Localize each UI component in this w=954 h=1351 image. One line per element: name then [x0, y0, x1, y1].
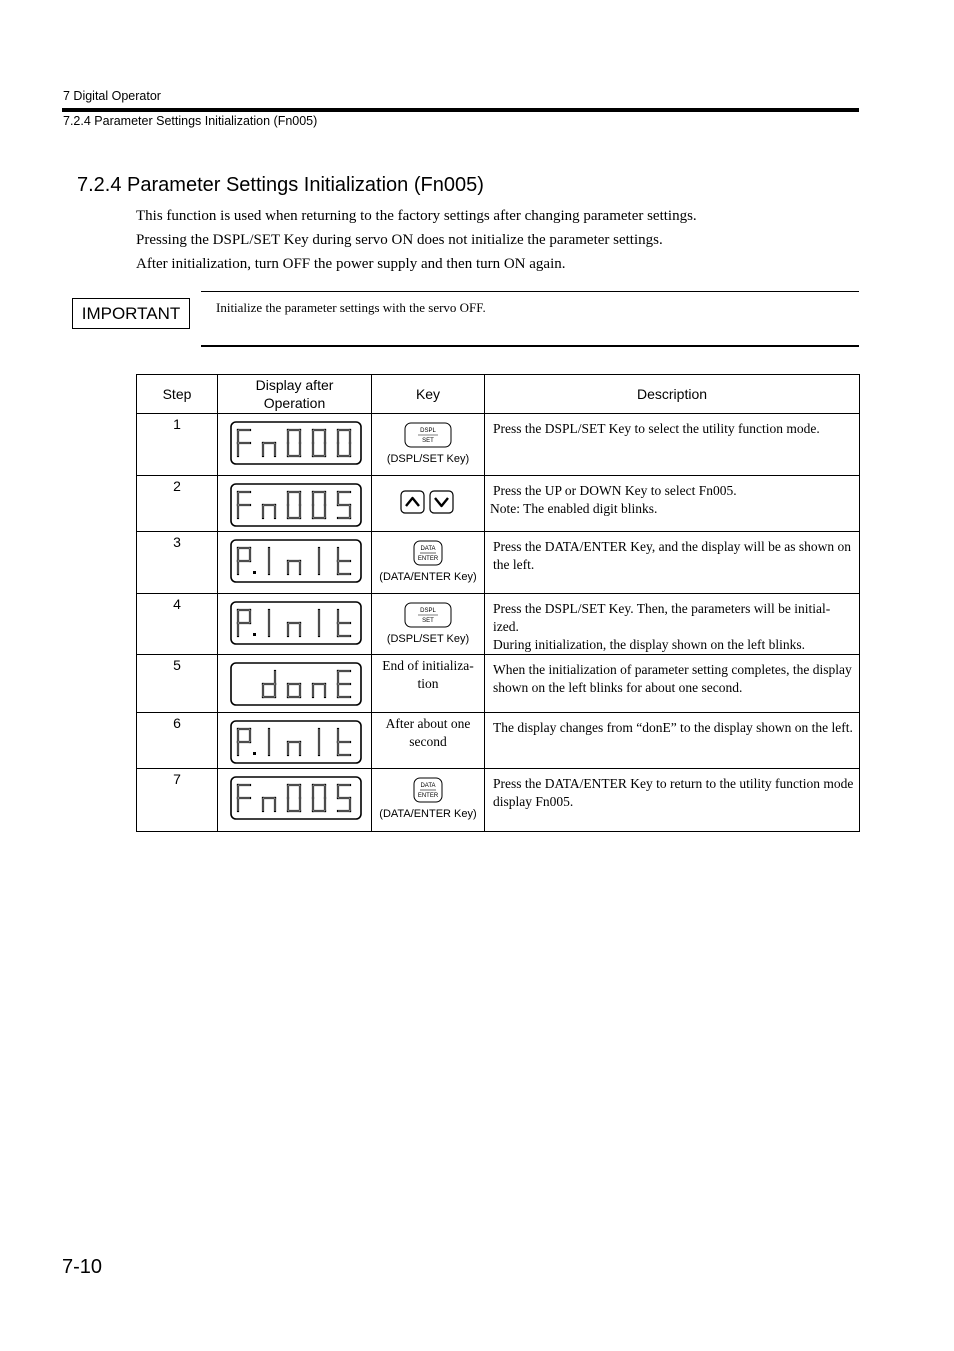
- key-cell: [372, 414, 485, 476]
- key-name: (DATA/ENTER Key): [379, 571, 477, 583]
- important-top-rule: [201, 291, 859, 292]
- step-description: [485, 769, 860, 832]
- key-name: (DSPL/SET Key): [386, 453, 470, 465]
- seven-segment-display: [230, 601, 362, 645]
- key-condition-text: After about one second: [385, 716, 471, 749]
- step-number: 1: [137, 414, 218, 476]
- operator-display: [218, 532, 372, 594]
- step-number: 6: [137, 713, 218, 769]
- step-number: 3: [137, 532, 218, 594]
- description-line: Press the DATA/ENTER Key, and the display will be as shown on the left.: [493, 539, 851, 572]
- dspl-set-key-icon: [404, 422, 452, 448]
- table-row: [137, 594, 860, 655]
- key-cell: [372, 594, 485, 655]
- keycap-label-bottom: ENTER: [417, 793, 439, 799]
- operator-display: [218, 769, 372, 832]
- description-line: Note: The enabled digit blinks.: [490, 501, 658, 516]
- key-cell: [372, 769, 485, 832]
- up-down-key-icon: [400, 490, 456, 514]
- step-description: [485, 655, 860, 713]
- key-cell: [372, 655, 485, 713]
- table-row: [137, 655, 860, 713]
- table-row: [137, 476, 860, 532]
- step-number: 5: [137, 655, 218, 713]
- step-description: [485, 476, 860, 532]
- step-description: [485, 532, 860, 594]
- header-description: Description: [485, 375, 860, 414]
- seven-segment-display: [230, 421, 362, 465]
- page-number: 7-10: [62, 1256, 103, 1278]
- keycap-label-bottom: SET: [422, 618, 434, 624]
- table-row: [137, 713, 860, 769]
- keycap-label-top: DATA: [420, 783, 436, 789]
- key-cell: [372, 532, 485, 594]
- table-header-row: [137, 375, 860, 414]
- keycap-label-top: DSPL: [420, 608, 436, 614]
- step-description: [485, 594, 860, 655]
- header-rule: [62, 108, 859, 112]
- description-line: Press the UP or DOWN Key to select Fn005.: [493, 483, 737, 498]
- section-title: 7.2.4 Parameter Settings Initialization (Fn005): [77, 174, 484, 196]
- operator-display: [218, 655, 372, 713]
- data-enter-key-icon: [413, 777, 443, 803]
- key-cell: [372, 476, 485, 532]
- intro-paragraph-3: After initialization, turn OFF the power supply and then turn ON again.: [136, 256, 566, 272]
- seven-segment-display: [230, 720, 362, 764]
- description-line: Press the DSPL/SET Key to select the utility function mode.: [493, 421, 820, 436]
- table-row: [137, 414, 860, 476]
- key-name: (DSPL/SET Key): [386, 633, 470, 645]
- keycap-label-top: DATA: [420, 546, 436, 552]
- description-line: When the initialization of parameter setting completes, the display shown on the left blinks for about one second.: [493, 662, 852, 695]
- keycap-label-bottom: ENTER: [417, 556, 439, 562]
- running-header-chapter: 7 Digital Operator: [63, 89, 161, 103]
- description-line: Press the DSPL/SET Key. Then, the parameters will be initial-ized.: [493, 601, 831, 634]
- operator-display: [218, 594, 372, 655]
- intro-paragraph-1: This function is used when returning to the factory settings after changing parameter settings.: [136, 208, 697, 224]
- step-number: 2: [137, 476, 218, 532]
- seven-segment-display: [230, 776, 362, 820]
- important-label: IMPORTANT: [72, 298, 190, 329]
- key-name: (DATA/ENTER Key): [379, 808, 477, 820]
- step-number: 7: [137, 769, 218, 832]
- header-display: Display after Operation: [218, 375, 372, 414]
- important-text: Initialize the parameter settings with the servo OFF.: [216, 300, 486, 315]
- running-header-section: 7.2.4 Parameter Settings Initialization (Fn005): [63, 114, 318, 128]
- key-condition-text: End of initializa-tion: [382, 658, 474, 691]
- table-row: [137, 769, 860, 832]
- description-line: The display changes from “donE” to the display shown on the left.: [493, 720, 853, 735]
- operator-display: [218, 414, 372, 476]
- header-step: Step: [137, 375, 218, 414]
- seven-segment-display: [230, 483, 362, 527]
- description-line: Press the DATA/ENTER Key to return to the utility function mode display Fn005.: [493, 776, 854, 809]
- step-description: [485, 414, 860, 476]
- data-enter-key-icon: [413, 540, 443, 566]
- header-key: Key: [372, 375, 485, 414]
- step-number: 4: [137, 594, 218, 655]
- operator-display: [218, 476, 372, 532]
- operator-display: [218, 713, 372, 769]
- keycap-label-top: DSPL: [420, 428, 436, 434]
- key-cell: [372, 713, 485, 769]
- step-description: [485, 713, 860, 769]
- operation-steps-table: [136, 374, 860, 832]
- important-bottom-rule: [201, 345, 859, 347]
- intro-paragraph-2: Pressing the DSPL/SET Key during servo ON does not initialize the parameter settings.: [136, 232, 663, 248]
- description-line: During initialization, the display shown on the left blinks.: [493, 637, 805, 652]
- seven-segment-display: [230, 539, 362, 583]
- dspl-set-key-icon: [404, 602, 452, 628]
- keycap-label-bottom: SET: [422, 438, 434, 444]
- table-row: [137, 532, 860, 594]
- seven-segment-display: [230, 662, 362, 706]
